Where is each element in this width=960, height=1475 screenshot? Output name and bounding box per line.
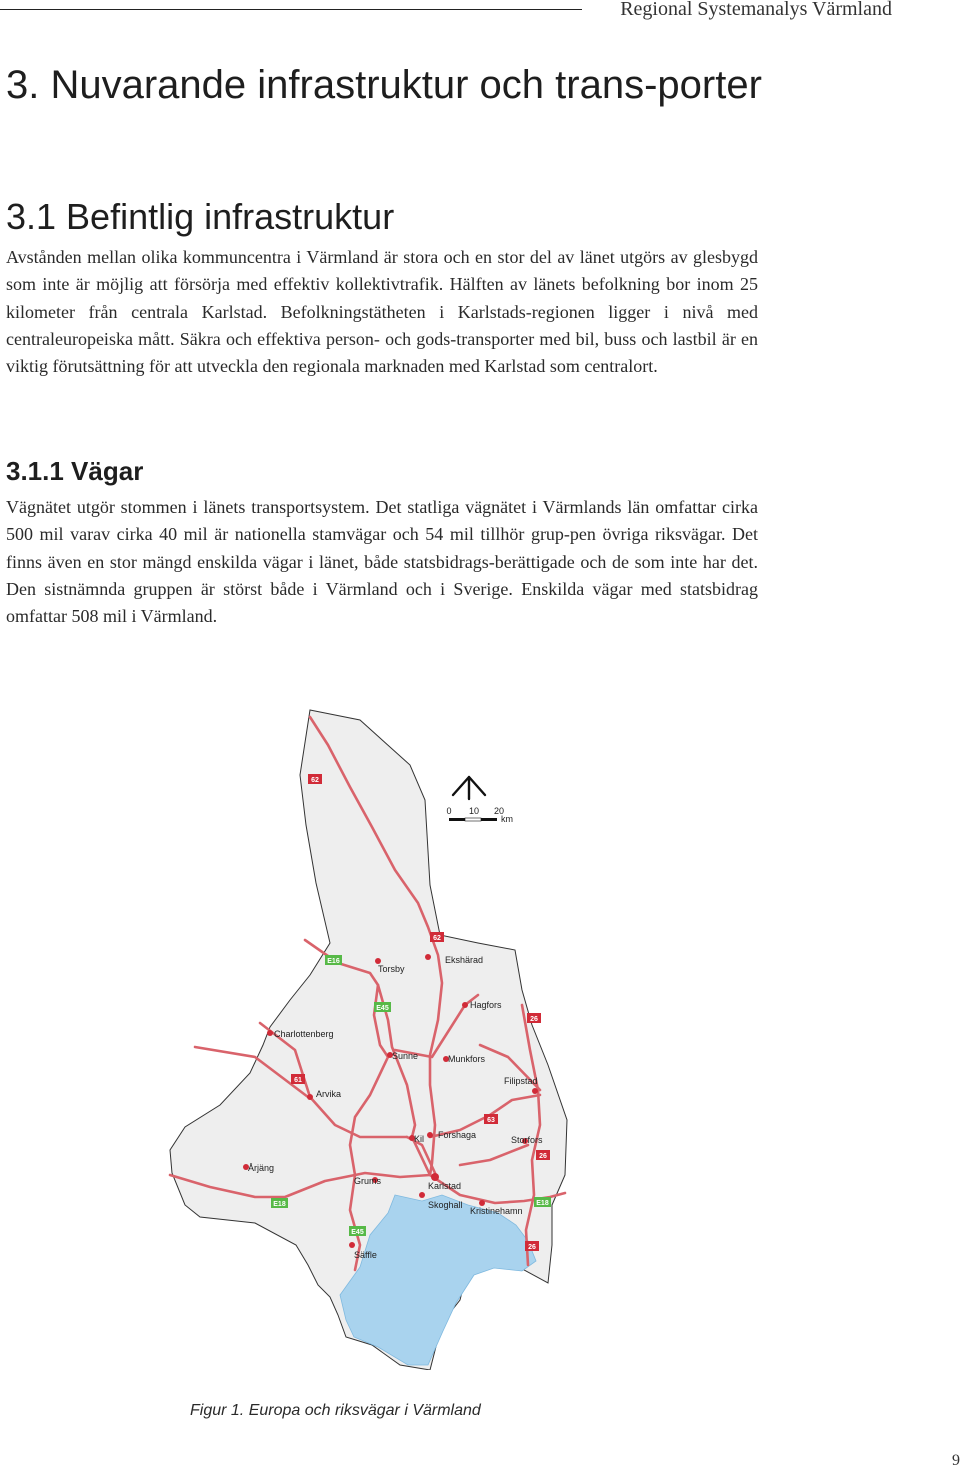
town-label: Charlottenberg (274, 1029, 334, 1039)
town-label: Kil (414, 1134, 425, 1144)
scale-bar (446, 806, 513, 824)
town-label: Hagfors (470, 1000, 502, 1010)
north-arrow-icon (453, 777, 485, 799)
scale-segment (481, 818, 497, 821)
town-label: Forshaga (438, 1130, 477, 1140)
shield-label: 62 (433, 935, 441, 942)
route-shield-26-north (527, 1013, 541, 1023)
figure-caption: Figur 1. Europa och riksvägar i Värmland (190, 1402, 481, 1419)
shield-label: E18 (536, 1200, 549, 1207)
town-label: Kristinehamn (470, 1206, 523, 1216)
running-header: Regional Systemanalys Värmland (620, 0, 892, 20)
section-title: 3.1 Befintlig infrastruktur (6, 196, 395, 237)
shield-label: 61 (294, 1077, 302, 1084)
town-marker (427, 1132, 433, 1138)
route-shield-e18-west (271, 1198, 288, 1208)
route-shield-e18-east (534, 1197, 551, 1207)
town-marker (307, 1094, 313, 1100)
shield-label: 63 (487, 1117, 495, 1124)
scale-label: 0 (446, 806, 452, 816)
road-map (160, 705, 594, 1370)
scale-unit: km (501, 814, 513, 824)
town-label: Storfors (511, 1135, 543, 1145)
route-shield-e45 (374, 1002, 391, 1012)
town-marker (349, 1242, 355, 1248)
shield-label: 26 (530, 1016, 538, 1023)
route-shield-e16 (325, 955, 342, 965)
town-marker (431, 1173, 439, 1181)
shield-label: 62 (311, 777, 319, 784)
chapter-title: 3. Nuvarande infrastruktur och trans-porter (6, 63, 762, 107)
town-marker (462, 1002, 468, 1008)
shield-label: E45 (351, 1229, 364, 1236)
road-map-figure (160, 705, 594, 1370)
intro-paragraph: Avstånden mellan olika kommuncentra i Värmland är stora och en stor del av länet utgörs av glesbygd som inte är möjlig att försörja med effektiv kollektivtrafik. Hälften av länets befolkning bor inom 25 kilometer från centrala Karlstad. Befolkningstätheten i Karlstads-regionen ligger i nivå med centraleuropeiska mått. Säkra och effektiva person- och gods-transporter med bil, buss och lastbil är en viktig förutsättning för att utveckla den regionala marknaden med Karlstad som centralort. (6, 247, 758, 377)
shield-label: E18 (273, 1201, 286, 1208)
town-label: Grums (354, 1176, 381, 1186)
scale-segment (465, 818, 481, 821)
route-shield-62-north (308, 774, 322, 784)
town-label: Torsby (378, 964, 405, 974)
town-label: Säffle (354, 1250, 377, 1260)
town-label: Ekshärad (445, 955, 484, 965)
header-rule (0, 9, 582, 10)
scale-label: 10 (468, 806, 480, 816)
town-marker (532, 1088, 538, 1094)
town-marker (425, 954, 431, 960)
route-shield-63 (484, 1114, 498, 1124)
shield-label: 26 (528, 1244, 536, 1251)
town-marker (419, 1192, 425, 1198)
scale-label: 20 (493, 806, 505, 816)
roads-paragraph: Vägnätet utgör stommen i länets transportsystem. Det statliga vägnätet i Värmlands län omfattar cirka 500 mil varav cirka 40 mil är nationella stamvägar och 54 mil tillhör grup-pen övriga riksvägar. Det finns även en stor mängd enskilda vägar i länet, både statsbidrags-berättigade och de som inte har det. Den sistnämnda gruppen är störst både i Värmland och i Sverige. Enskilda vägar med statsbidrag omfattar 508 mil i Värmland. (6, 497, 758, 627)
route-shield-26-south (525, 1241, 539, 1251)
town-label: Karlstad (428, 1181, 462, 1191)
scale-segment (449, 818, 465, 821)
shield-label: 26 (539, 1153, 547, 1160)
page-number: 9 (952, 1452, 960, 1469)
town-label: Årjäng (248, 1163, 275, 1173)
route-shield-26-mid (536, 1150, 550, 1160)
town-label: Skoghall (428, 1200, 463, 1210)
town-label: Sunne (392, 1051, 419, 1061)
town-label: Filipstad (504, 1076, 538, 1086)
route-shield-62 (430, 932, 444, 942)
route-shield-61 (291, 1074, 305, 1084)
shield-label: E16 (327, 958, 340, 965)
route-shield-e45-south (349, 1226, 366, 1236)
shield-label: E45 (376, 1005, 389, 1012)
subsection-title: 3.1.1 Vägar (6, 456, 144, 486)
town-label: Munkfors (448, 1054, 486, 1064)
town-marker (267, 1030, 273, 1036)
town-label: Arvika (316, 1089, 342, 1099)
